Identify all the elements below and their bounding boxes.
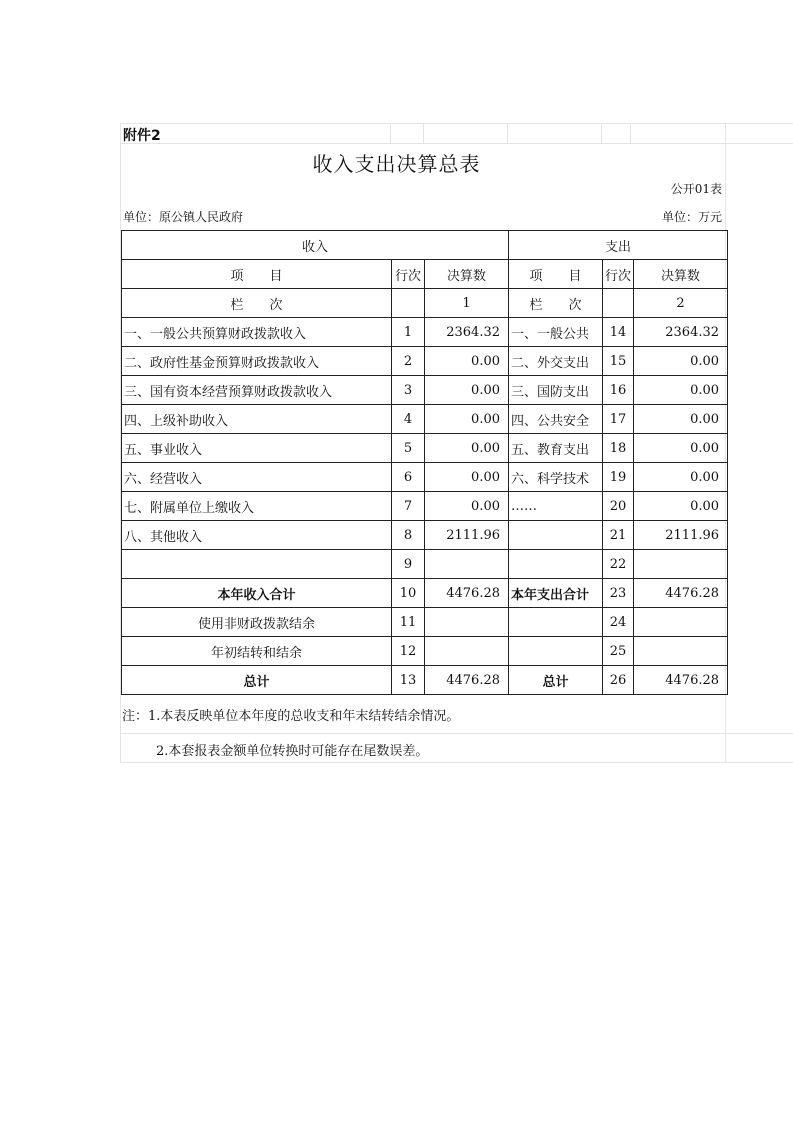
expense-item [509, 521, 603, 550]
expense-column-label: 栏 次 [509, 289, 603, 318]
expense-item [509, 637, 603, 666]
expense-item: 一、一般公共 [509, 318, 603, 347]
expense-item: 总计 [509, 666, 603, 695]
income-row-number: 2 [392, 347, 425, 376]
expense-row-number: 21 [603, 521, 634, 550]
expense-item: 四、公共安全 [509, 405, 603, 434]
table-row [122, 405, 728, 434]
expense-column-number: 2 [634, 289, 728, 318]
table-row [122, 666, 728, 695]
expense-row-number: 26 [603, 666, 634, 695]
table-row [122, 637, 728, 666]
unit-currency: 单位：万元 [661, 210, 722, 224]
income-item: 年初结转和结余 [122, 637, 392, 666]
expense-item: 三、国防支出 [509, 376, 603, 405]
income-item: 二、政府性基金预算财政拨款收入 [122, 347, 392, 376]
income-row-number: 12 [392, 637, 425, 666]
unit-organization: 单位：原公镇人民政府 [123, 210, 244, 224]
expense-row-number: 23 [603, 579, 634, 608]
expense-item [509, 608, 603, 637]
income-row-number: 5 [392, 434, 425, 463]
expense-amount: 0.00 [634, 376, 728, 405]
gridline [423, 123, 424, 143]
table-row [122, 318, 728, 347]
expense-amount [634, 637, 728, 666]
table-row [122, 608, 728, 637]
income-item: 八、其他收入 [122, 521, 392, 550]
income-item: 三、国有资本经营预算财政拨款收入 [122, 376, 392, 405]
income-item: 六、经营收入 [122, 463, 392, 492]
attachment-label: 附件2 [123, 128, 161, 144]
expense-item: 五、教育支出 [509, 434, 603, 463]
income-amount: 0.00 [425, 376, 509, 405]
income-row-number: 10 [392, 579, 425, 608]
expense-amount: 0.00 [634, 405, 728, 434]
income-row-number: 1 [392, 318, 425, 347]
income-amount: 0.00 [425, 492, 509, 521]
expense-item: 本年支出合计 [509, 579, 603, 608]
income-item-header: 项 目 [122, 260, 392, 289]
income-amount: 0.00 [425, 434, 509, 463]
expense-row-header: 行次 [603, 260, 634, 289]
expense-amount [634, 550, 728, 579]
note-1: 注：1.本表反映单位本年度的总收支和年末结转结余情况。 [122, 709, 460, 724]
income-row-number: 4 [392, 405, 425, 434]
income-item: 使用非财政拨款结余 [122, 608, 392, 637]
table-row [122, 550, 728, 579]
income-amount: 2364.32 [425, 318, 509, 347]
income-item: 五、事业收入 [122, 434, 392, 463]
note-2: 2.本套报表金额单位转换时可能存在尾数误差。 [156, 744, 429, 759]
expense-item-header: 项 目 [509, 260, 603, 289]
income-amount: 0.00 [425, 405, 509, 434]
income-amount: 2111.96 [425, 521, 509, 550]
income-item [122, 550, 392, 579]
table-row [122, 434, 728, 463]
expense-row-number: 19 [603, 463, 634, 492]
income-item: 七、附属单位上缴收入 [122, 492, 392, 521]
income-amount: 0.00 [425, 463, 509, 492]
expense-amount: 2364.32 [634, 318, 728, 347]
income-row-number: 8 [392, 521, 425, 550]
empty-cell [603, 289, 634, 318]
gridline [120, 762, 793, 763]
expense-row-number: 16 [603, 376, 634, 405]
expense-row-number: 17 [603, 405, 634, 434]
expense-amount: 0.00 [634, 463, 728, 492]
table-row [122, 463, 728, 492]
table-row [122, 579, 728, 608]
expense-header: 支出 [509, 231, 728, 260]
expense-amount [634, 608, 728, 637]
expense-row-number: 14 [603, 318, 634, 347]
budget-summary-table [121, 230, 728, 695]
gridline [601, 123, 602, 143]
expense-amount: 2111.96 [634, 521, 728, 550]
income-amount [425, 550, 509, 579]
expense-row-number: 24 [603, 608, 634, 637]
form-number: 公开01表 [670, 182, 722, 196]
income-row-number: 7 [392, 492, 425, 521]
income-amount: 4476.28 [425, 579, 509, 608]
expense-row-number: 22 [603, 550, 634, 579]
column-header-row [122, 260, 728, 289]
expense-row-number: 25 [603, 637, 634, 666]
income-amount-header: 决算数 [425, 260, 509, 289]
income-row-number: 11 [392, 608, 425, 637]
table-row [122, 347, 728, 376]
column-index-row [122, 289, 728, 318]
expense-amount: 0.00 [634, 492, 728, 521]
income-amount: 4476.28 [425, 666, 509, 695]
expense-item: 二、外交支出 [509, 347, 603, 376]
income-row-header: 行次 [392, 260, 425, 289]
income-header: 收入 [122, 231, 509, 260]
income-row-number: 6 [392, 463, 425, 492]
expense-amount: 0.00 [634, 434, 728, 463]
expense-row-number: 15 [603, 347, 634, 376]
income-amount [425, 637, 509, 666]
expense-amount: 4476.28 [634, 666, 728, 695]
gridline [120, 123, 793, 124]
gridline [390, 123, 391, 143]
page-title: 收入支出决算总表 [312, 152, 481, 176]
income-item: 本年收入合计 [122, 579, 392, 608]
gridline [507, 123, 508, 143]
section-header-row [122, 231, 728, 260]
income-amount: 0.00 [425, 347, 509, 376]
table-row [122, 376, 728, 405]
gridline [120, 143, 793, 144]
gridline [120, 733, 793, 734]
income-row-number: 9 [392, 550, 425, 579]
income-column-number: 1 [425, 289, 509, 318]
income-amount [425, 608, 509, 637]
expense-item [509, 550, 603, 579]
expense-amount: 4476.28 [634, 579, 728, 608]
empty-cell [392, 289, 425, 318]
income-row-number: 13 [392, 666, 425, 695]
table-row [122, 521, 728, 550]
income-column-label: 栏 次 [122, 289, 392, 318]
gridline [630, 123, 631, 143]
expense-amount-header: 决算数 [634, 260, 728, 289]
income-item: 四、上级补助收入 [122, 405, 392, 434]
table-row [122, 492, 728, 521]
income-item: 总计 [122, 666, 392, 695]
expense-row-number: 20 [603, 492, 634, 521]
income-item: 一、一般公共预算财政拨款收入 [122, 318, 392, 347]
expense-amount: 0.00 [634, 347, 728, 376]
expense-item: …… [509, 492, 603, 521]
income-row-number: 3 [392, 376, 425, 405]
expense-row-number: 18 [603, 434, 634, 463]
expense-item: 六、科学技术 [509, 463, 603, 492]
